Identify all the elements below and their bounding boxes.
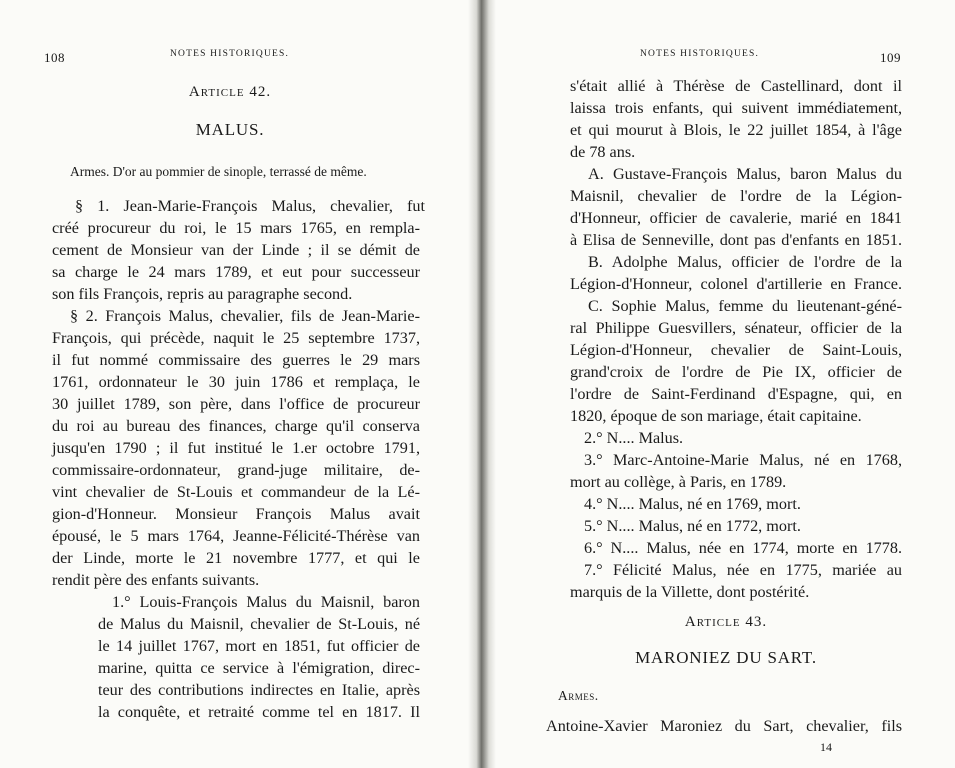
text-line: de Malus du Maisnil, chevalier de St-Louis, né (98, 615, 420, 633)
arms-line-left: Armes. D'or au pommier de sinople, terrassé de même. (70, 164, 367, 179)
signature-mark: 14 (820, 740, 832, 754)
text-line: mort au collège, à Paris, en 1789. (570, 473, 787, 491)
page-number-right: 109 (880, 50, 901, 65)
text-line: rendit père des enfants suivants. (52, 571, 260, 589)
text-line: der Linde, morte le 21 novembre 1777, et qui le (52, 549, 420, 567)
text-line: s'était allié à Thérèse de Castellinard, dont il (570, 77, 902, 95)
running-head-left: NOTES HISTORIQUES. (170, 49, 290, 59)
text-line: jusqu'en 1790 ; il fut institué le 1.er octobre 1791, (52, 439, 420, 457)
text-line: l'ordre de Saint-Ferdinand d'Espagne, qui, en (570, 385, 902, 403)
arms-line-right: Armes. (558, 688, 599, 703)
text-line: marine, quitta ce service à l'émigration, direc- (98, 659, 420, 677)
page-number-left: 108 (44, 50, 65, 65)
text-line: gion-d'Honneur. Monsieur François Malus avait (52, 505, 420, 523)
text-line: 6.° N.... Malus, née en 1774, morte en 1778. (584, 539, 902, 557)
text-line: épousé, le 5 mars 1764, Jeanne-Félicité-Thérèse van (52, 527, 420, 545)
text-line: d'Honneur, officier de cavalerie, marié en 1841 (570, 209, 902, 227)
article-label-43: Article 43. (684, 614, 768, 630)
text-line: cement de Monsieur van der Linde ; il se démit de (52, 241, 420, 259)
text-line: laissa trois enfants, qui suivent immédiatement, (570, 99, 902, 117)
text-line: Légion-d'Honneur, colonel d'artillerie en France. (570, 275, 902, 293)
article-label-42: Article 42. (188, 84, 272, 100)
text-line: 2.° N.... Malus. (584, 429, 684, 447)
text-line: de 78 ans. (570, 143, 636, 161)
text-line: 1.° Louis-François Malus du Maisnil, baron (112, 593, 420, 611)
text-line: sa charge le 24 mars 1789, et eut pour successeur (52, 263, 420, 281)
text-line: il fut nommé commissaire des guerres le 29 mars (52, 351, 420, 369)
text-line: 4.° N.... Malus, né en 1769, mort. (584, 495, 801, 513)
family-title-maroniez: MARONIEZ DU SART. (635, 648, 817, 667)
text-line: le 14 juillet 1767, mort en 1851, fut officier de (98, 637, 420, 655)
running-head-right: NOTES HISTORIQUES. (640, 49, 760, 59)
text-line: § 2. François Malus, chevalier, fils de Jean-Marie- (70, 307, 420, 325)
left-page (0, 0, 470, 768)
text-line: ral Philippe Guesvillers, sénateur, officier de la (570, 319, 902, 337)
family-title-malus: MALUS. (195, 120, 265, 139)
right-page (496, 0, 955, 768)
text-line: A. Gustave-François Malus, baron Malus du (588, 165, 902, 183)
text-line: 30 juillet 1789, son père, dans l'office de procureur (52, 395, 420, 413)
text-line: à Elisa de Senneville, dont pas d'enfants en 1851. (570, 231, 902, 249)
text-line: C. Sophie Malus, femme du lieutenant-géné- (588, 297, 902, 315)
book-gutter (468, 0, 496, 768)
text-line: la conquête, et retraité comme tel en 1817. Il (98, 703, 420, 721)
text-line: 1761, ordonnateur le 30 juin 1786 et remplaça, le (52, 373, 420, 391)
text-line: Légion-d'Honneur, chevalier de Saint-Louis, (570, 341, 902, 359)
text-line: Maisnil, chevalier de l'ordre de la Légion- (570, 187, 902, 205)
text-line: § 1. Jean-Marie-François Malus, chevalier, fut (75, 197, 425, 215)
text-line: créé procureur du roi, le 15 mars 1765, en rempla- (52, 219, 420, 237)
text-line: teur des contributions indirectes en Italie, après (98, 681, 420, 699)
text-line: 5.° N.... Malus, né en 1772, mort. (584, 517, 801, 535)
text-line: grand'croix de l'ordre de Pie IX, officier de (570, 363, 902, 381)
text-line: du roi au bureau des finances, charge qu'il conserva (52, 417, 420, 435)
text-line: B. Adolphe Malus, officier de l'ordre de la (588, 253, 902, 271)
text-line: François, qui précède, naquit le 25 septembre 1737, (52, 329, 420, 347)
text-line: marquis de la Villette, dont postérité. (570, 583, 810, 601)
text-line: 7.° Félicité Malus, née en 1775, mariée au (584, 561, 902, 579)
text-line: et qui mourut à Blois, le 22 juillet 1854, à l'âge (570, 121, 902, 139)
text-line: commissaire-ordonnateur, grand-juge militaire, de- (52, 461, 420, 479)
text-line: 3.° Marc-Antoine-Marie Malus, né en 1768, (584, 451, 902, 469)
text-line: vint chevalier de St-Louis et commandeur de la Lé- (52, 483, 420, 501)
text-line: Antoine-Xavier Maroniez du Sart, chevalier, fils (546, 717, 902, 735)
text-line: 1820, époque de son mariage, était capitaine. (570, 407, 862, 425)
text-line: son fils François, repris au paragraphe second. (52, 285, 353, 303)
